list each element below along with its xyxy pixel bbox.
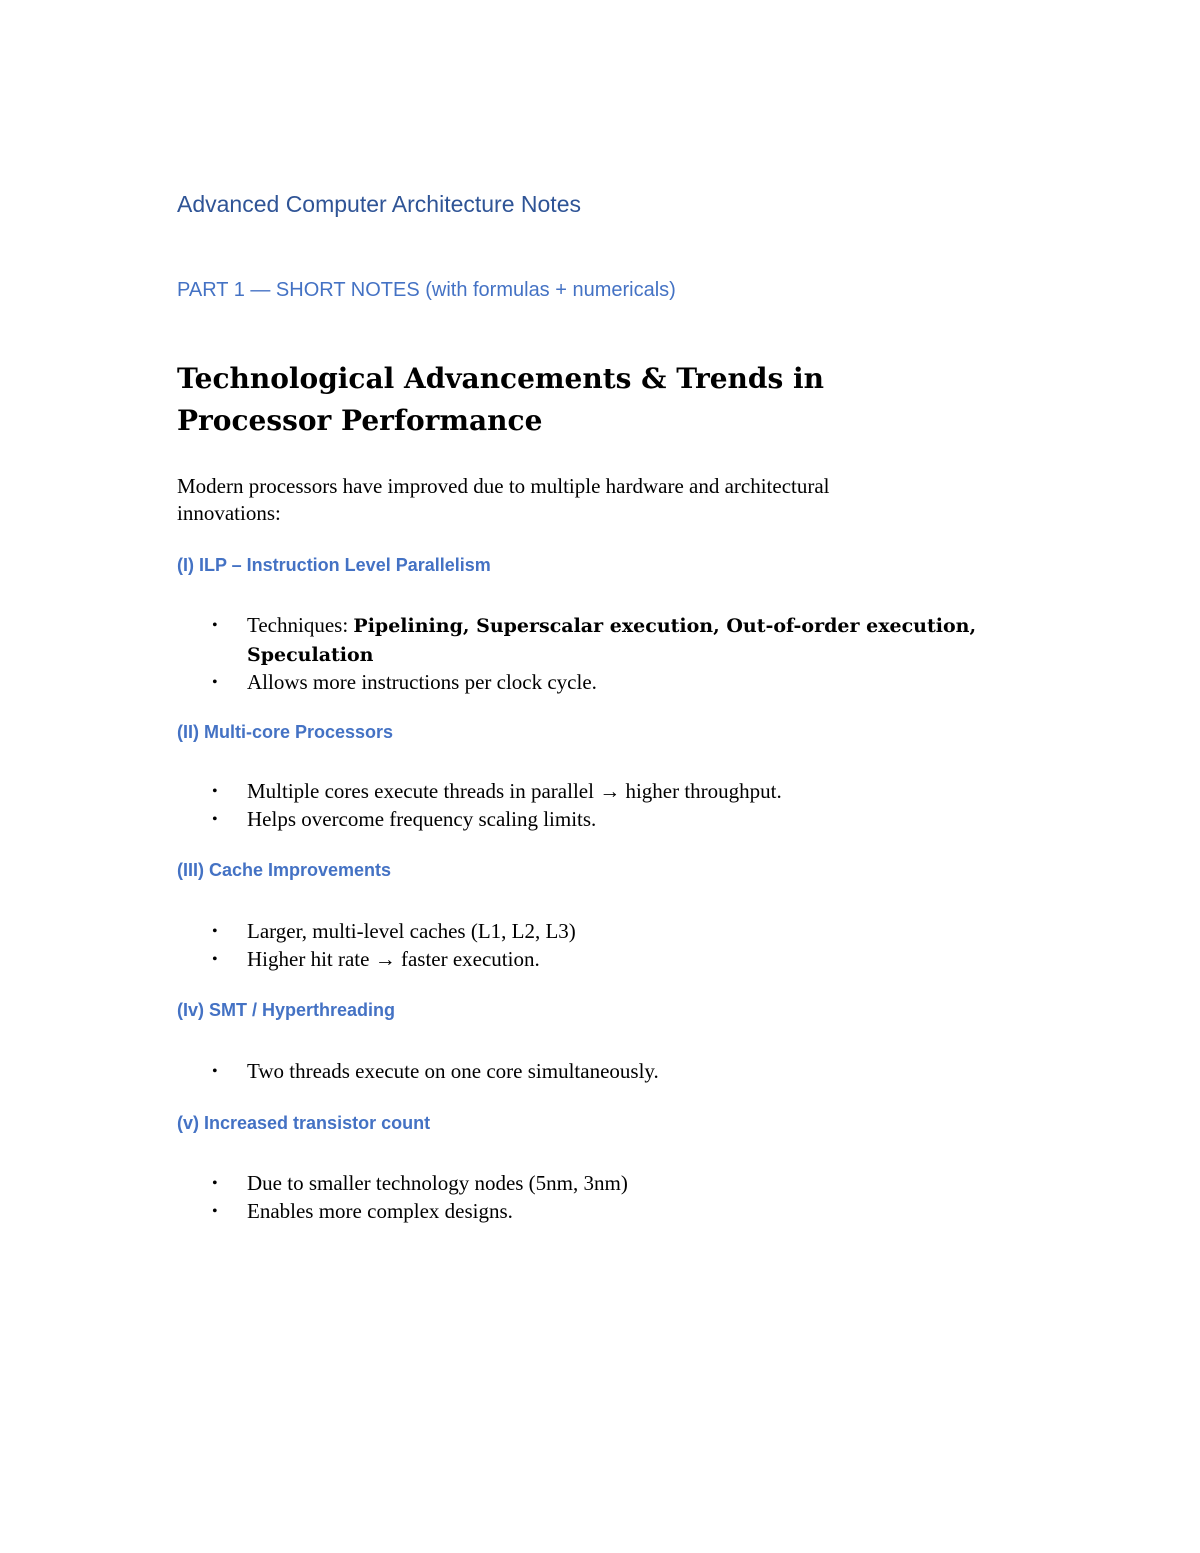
section-heading-cache: (III) Cache Improvements: [177, 860, 392, 880]
list-item-text: Two threads execute on one core simultaneously.: [247, 1059, 659, 1083]
list-item: [177, 612, 977, 669]
document-title: Advanced Computer Architecture Notes: [177, 191, 581, 217]
list-item-text: Multiple cores execute threads in parallel → higher throughput.: [247, 779, 782, 803]
list-item: [177, 946, 977, 974]
list-item: [177, 778, 977, 806]
list-item-text: Helps overcome frequency scaling limits.: [247, 806, 597, 831]
main-heading: Technological Advancements & Trends in Processor Performance: [177, 362, 824, 437]
list-item: [177, 1170, 977, 1198]
list-item-text: Due to smaller technology nodes (5nm, 3nm): [247, 1171, 628, 1195]
section-list-ilp: [177, 612, 977, 697]
bullet-icon: •: [212, 950, 218, 968]
list-item-text: Enables more complex designs.: [247, 1198, 513, 1223]
bullet-icon: •: [212, 617, 218, 634]
bullet-icon: •: [212, 1063, 218, 1080]
part-heading: PART 1 — SHORT NOTES (with formulas + numericals): [177, 279, 676, 301]
list-item: [177, 918, 977, 946]
list-item: [177, 1198, 977, 1226]
bullet-icon: •: [212, 1202, 218, 1220]
section-list-transistors: [177, 1170, 977, 1225]
bullet-icon: •: [212, 783, 218, 800]
section-list-multicore: [177, 778, 977, 833]
bullet-icon: •: [212, 1175, 218, 1192]
section-heading-transistors: (v) Increased transistor count: [177, 1113, 431, 1133]
list-item-bold-text: Pipelining, Superscalar execution, Out-of-order execution, Speculation: [247, 615, 977, 666]
bullet-icon: •: [212, 810, 218, 828]
list-item: [177, 1058, 977, 1086]
section-heading-smt: (Iv) SMT / Hyperthreading: [177, 1000, 396, 1020]
bullet-icon: •: [212, 674, 218, 691]
section-heading-ilp: (I) ILP – Instruction Level Parallelism: [177, 555, 491, 575]
list-item-text: Allows more instructions per clock cycle.: [247, 670, 597, 694]
list-item-text: Higher hit rate → faster execution.: [247, 946, 540, 971]
section-list-smt: [177, 1058, 977, 1086]
list-item: [177, 669, 977, 697]
bullet-icon: •: [212, 923, 218, 940]
section-heading-multicore: (II) Multi-core Processors: [177, 722, 394, 742]
section-list-cache: [177, 918, 977, 973]
list-item-text: Larger, multi-level caches (L1, L2, L3): [247, 919, 576, 943]
list-item: [177, 806, 977, 834]
intro-paragraph: Modern processors have improved due to multiple hardware and architectural innovations:: [177, 474, 830, 525]
list-item-prefix: Techniques:: [247, 613, 354, 637]
